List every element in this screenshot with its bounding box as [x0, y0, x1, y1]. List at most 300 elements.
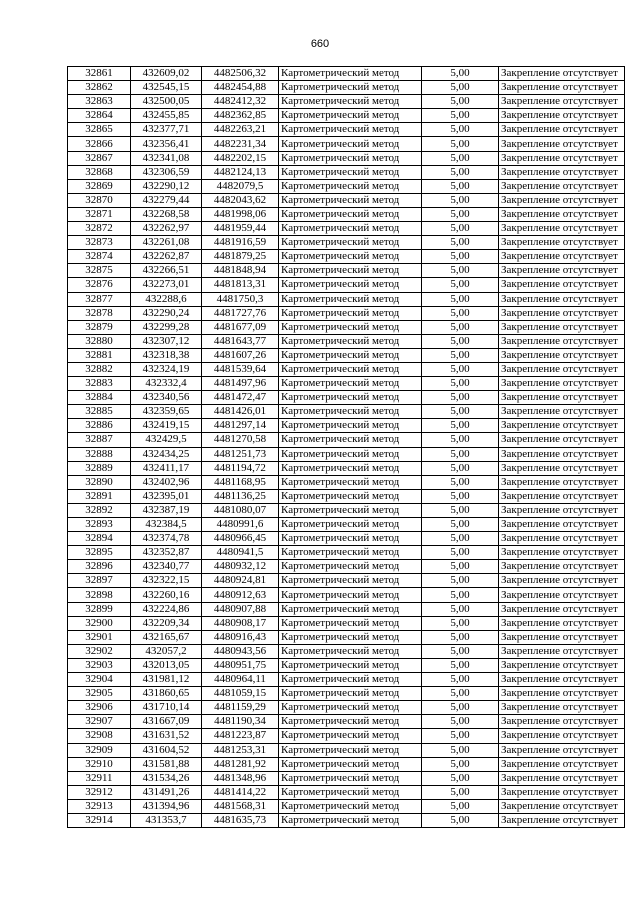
y-coordinate-cell: 4481879,25 — [202, 250, 279, 264]
fixing-description-cell: Закрепление отсутствует — [499, 602, 625, 616]
x-coordinate-cell: 432419,15 — [131, 419, 202, 433]
x-coordinate-cell: 431667,09 — [131, 715, 202, 729]
accuracy-cell: 5,00 — [422, 644, 499, 658]
y-coordinate-cell: 4480943,56 — [202, 644, 279, 658]
y-coordinate-cell: 4481270,58 — [202, 433, 279, 447]
fixing-description-cell: Закрепление отсутствует — [499, 67, 625, 81]
fixing-description-cell: Закрепление отсутствует — [499, 250, 625, 264]
x-coordinate-cell: 432609,02 — [131, 67, 202, 81]
y-coordinate-cell: 4481223,87 — [202, 729, 279, 743]
y-coordinate-cell: 4482454,88 — [202, 81, 279, 95]
x-coordinate-cell: 432273,01 — [131, 278, 202, 292]
method-cell: Картометрический метод — [279, 475, 422, 489]
y-coordinate-cell: 4481727,76 — [202, 306, 279, 320]
point-number-cell: 32870 — [68, 193, 131, 207]
method-cell: Картометрический метод — [279, 546, 422, 560]
table-row — [68, 729, 625, 743]
table-row — [68, 109, 625, 123]
table-row — [68, 475, 625, 489]
fixing-description-cell: Закрепление отсутствует — [499, 137, 625, 151]
method-cell: Картометрический метод — [279, 813, 422, 827]
x-coordinate-cell: 431710,14 — [131, 701, 202, 715]
method-cell: Картометрический метод — [279, 95, 422, 109]
accuracy-cell: 5,00 — [422, 334, 499, 348]
accuracy-cell: 5,00 — [422, 179, 499, 193]
fixing-description-cell: Закрепление отсутствует — [499, 334, 625, 348]
y-coordinate-cell: 4480991,6 — [202, 518, 279, 532]
method-cell: Картометрический метод — [279, 588, 422, 602]
method-cell: Картометрический метод — [279, 236, 422, 250]
point-number-cell: 32869 — [68, 179, 131, 193]
x-coordinate-cell: 432402,96 — [131, 475, 202, 489]
fixing-description-cell: Закрепление отсутствует — [499, 532, 625, 546]
method-cell: Картометрический метод — [279, 532, 422, 546]
fixing-description-cell: Закрепление отсутствует — [499, 405, 625, 419]
accuracy-cell: 5,00 — [422, 151, 499, 165]
method-cell: Картометрический метод — [279, 123, 422, 137]
accuracy-cell: 5,00 — [422, 405, 499, 419]
method-cell: Картометрический метод — [279, 743, 422, 757]
y-coordinate-cell: 4480924,81 — [202, 574, 279, 588]
table-row — [68, 250, 625, 264]
method-cell: Картометрический метод — [279, 616, 422, 630]
fixing-description-cell: Закрепление отсутствует — [499, 320, 625, 334]
point-number-cell: 32863 — [68, 95, 131, 109]
table-row — [68, 489, 625, 503]
point-number-cell: 32889 — [68, 461, 131, 475]
accuracy-cell: 5,00 — [422, 123, 499, 137]
fixing-description-cell: Закрепление отсутствует — [499, 644, 625, 658]
table-row — [68, 419, 625, 433]
table-row — [68, 602, 625, 616]
y-coordinate-cell: 4480964,11 — [202, 673, 279, 687]
table-row — [68, 362, 625, 376]
point-number-cell: 32883 — [68, 377, 131, 391]
x-coordinate-cell: 432387,19 — [131, 503, 202, 517]
accuracy-cell: 5,00 — [422, 137, 499, 151]
table-row — [68, 813, 625, 827]
x-coordinate-cell: 432306,59 — [131, 165, 202, 179]
method-cell: Картометрический метод — [279, 673, 422, 687]
method-cell: Картометрический метод — [279, 715, 422, 729]
point-number-cell: 32865 — [68, 123, 131, 137]
method-cell: Картометрический метод — [279, 518, 422, 532]
x-coordinate-cell: 431631,52 — [131, 729, 202, 743]
accuracy-cell: 5,00 — [422, 771, 499, 785]
point-number-cell: 32866 — [68, 137, 131, 151]
point-number-cell: 32902 — [68, 644, 131, 658]
fixing-description-cell: Закрепление отсутствует — [499, 419, 625, 433]
method-cell: Картометрический метод — [279, 433, 422, 447]
method-cell: Картометрический метод — [279, 701, 422, 715]
y-coordinate-cell: 4481194,72 — [202, 461, 279, 475]
y-coordinate-cell: 4481348,96 — [202, 771, 279, 785]
fixing-description-cell: Закрепление отсутствует — [499, 813, 625, 827]
accuracy-cell: 5,00 — [422, 236, 499, 250]
accuracy-cell: 5,00 — [422, 377, 499, 391]
fixing-description-cell: Закрепление отсутствует — [499, 616, 625, 630]
accuracy-cell: 5,00 — [422, 489, 499, 503]
table-row — [68, 236, 625, 250]
y-coordinate-cell: 4480932,12 — [202, 560, 279, 574]
point-number-cell: 32878 — [68, 306, 131, 320]
point-number-cell: 32888 — [68, 447, 131, 461]
accuracy-cell: 5,00 — [422, 687, 499, 701]
fixing-description-cell: Закрепление отсутствует — [499, 222, 625, 236]
fixing-description-cell: Закрепление отсутствует — [499, 715, 625, 729]
y-coordinate-cell: 4482202,15 — [202, 151, 279, 165]
method-cell: Картометрический метод — [279, 729, 422, 743]
fixing-description-cell: Закрепление отсутствует — [499, 95, 625, 109]
accuracy-cell: 5,00 — [422, 95, 499, 109]
x-coordinate-cell: 432307,12 — [131, 334, 202, 348]
method-cell: Картометрический метод — [279, 771, 422, 785]
y-coordinate-cell: 4480966,45 — [202, 532, 279, 546]
method-cell: Картометрический метод — [279, 630, 422, 644]
x-coordinate-cell: 432290,24 — [131, 306, 202, 320]
method-cell: Картометрический метод — [279, 334, 422, 348]
method-cell: Картометрический метод — [279, 222, 422, 236]
point-number-cell: 32907 — [68, 715, 131, 729]
y-coordinate-cell: 4482231,34 — [202, 137, 279, 151]
fixing-description-cell: Закрепление отсутствует — [499, 391, 625, 405]
table-row — [68, 532, 625, 546]
method-cell: Картометрический метод — [279, 151, 422, 165]
y-coordinate-cell: 4481253,31 — [202, 743, 279, 757]
fixing-description-cell: Закрепление отсутствует — [499, 278, 625, 292]
accuracy-cell: 5,00 — [422, 461, 499, 475]
fixing-description-cell: Закрепление отсутствует — [499, 518, 625, 532]
table-row — [68, 433, 625, 447]
method-cell: Картометрический метод — [279, 419, 422, 433]
fixing-description-cell: Закрепление отсутствует — [499, 630, 625, 644]
fixing-description-cell: Закрепление отсутствует — [499, 362, 625, 376]
point-number-cell: 32903 — [68, 658, 131, 672]
table-row — [68, 165, 625, 179]
table-body — [68, 67, 625, 828]
accuracy-cell: 5,00 — [422, 757, 499, 771]
accuracy-cell: 5,00 — [422, 588, 499, 602]
x-coordinate-cell: 432340,77 — [131, 560, 202, 574]
x-coordinate-cell: 432384,5 — [131, 518, 202, 532]
accuracy-cell: 5,00 — [422, 813, 499, 827]
table-row — [68, 588, 625, 602]
table-row — [68, 799, 625, 813]
x-coordinate-cell: 432377,71 — [131, 123, 202, 137]
point-number-cell: 32897 — [68, 574, 131, 588]
method-cell: Картометрический метод — [279, 503, 422, 517]
fixing-description-cell: Закрепление отсутствует — [499, 306, 625, 320]
fixing-description-cell: Закрепление отсутствует — [499, 292, 625, 306]
x-coordinate-cell: 432288,6 — [131, 292, 202, 306]
table-row — [68, 785, 625, 799]
accuracy-cell: 5,00 — [422, 729, 499, 743]
y-coordinate-cell: 4482263,21 — [202, 123, 279, 137]
y-coordinate-cell: 4481497,96 — [202, 377, 279, 391]
fixing-description-cell: Закрепление отсутствует — [499, 701, 625, 715]
table-row — [68, 644, 625, 658]
fixing-description-cell: Закрепление отсутствует — [499, 207, 625, 221]
method-cell: Картометрический метод — [279, 489, 422, 503]
x-coordinate-cell: 432290,12 — [131, 179, 202, 193]
table-row — [68, 715, 625, 729]
table-row — [68, 574, 625, 588]
accuracy-cell: 5,00 — [422, 109, 499, 123]
accuracy-cell: 5,00 — [422, 447, 499, 461]
accuracy-cell: 5,00 — [422, 165, 499, 179]
method-cell: Картометрический метод — [279, 362, 422, 376]
x-coordinate-cell: 432260,16 — [131, 588, 202, 602]
point-number-cell: 32874 — [68, 250, 131, 264]
y-coordinate-cell: 4481297,14 — [202, 419, 279, 433]
y-coordinate-cell: 4481080,07 — [202, 503, 279, 517]
accuracy-cell: 5,00 — [422, 743, 499, 757]
fixing-description-cell: Закрепление отсутствует — [499, 236, 625, 250]
accuracy-cell: 5,00 — [422, 532, 499, 546]
x-coordinate-cell: 432262,87 — [131, 250, 202, 264]
point-number-cell: 32895 — [68, 546, 131, 560]
x-coordinate-cell: 432209,34 — [131, 616, 202, 630]
y-coordinate-cell: 4481251,73 — [202, 447, 279, 461]
accuracy-cell: 5,00 — [422, 574, 499, 588]
x-coordinate-cell: 432318,38 — [131, 348, 202, 362]
x-coordinate-cell: 432434,25 — [131, 447, 202, 461]
point-number-cell: 32911 — [68, 771, 131, 785]
table-row — [68, 743, 625, 757]
accuracy-cell: 5,00 — [422, 433, 499, 447]
x-coordinate-cell: 432429,5 — [131, 433, 202, 447]
table-row — [68, 320, 625, 334]
accuracy-cell: 5,00 — [422, 362, 499, 376]
fixing-description-cell: Закрепление отсутствует — [499, 687, 625, 701]
point-number-cell: 32872 — [68, 222, 131, 236]
point-number-cell: 32862 — [68, 81, 131, 95]
fixing-description-cell: Закрепление отсутствует — [499, 475, 625, 489]
y-coordinate-cell: 4481998,06 — [202, 207, 279, 221]
point-number-cell: 32913 — [68, 799, 131, 813]
table-row — [68, 687, 625, 701]
y-coordinate-cell: 4481635,73 — [202, 813, 279, 827]
table-row — [68, 447, 625, 461]
y-coordinate-cell: 4482043,62 — [202, 193, 279, 207]
method-cell: Картометрический метод — [279, 193, 422, 207]
method-cell: Картометрический метод — [279, 264, 422, 278]
point-number-cell: 32900 — [68, 616, 131, 630]
fixing-description-cell: Закрепление отсутствует — [499, 81, 625, 95]
method-cell: Картометрический метод — [279, 785, 422, 799]
y-coordinate-cell: 4481414,22 — [202, 785, 279, 799]
accuracy-cell: 5,00 — [422, 207, 499, 221]
point-number-cell: 32890 — [68, 475, 131, 489]
point-number-cell: 32884 — [68, 391, 131, 405]
method-cell: Картометрический метод — [279, 377, 422, 391]
fixing-description-cell: Закрепление отсутствует — [499, 123, 625, 137]
coordinates-table — [67, 66, 625, 828]
fixing-description-cell: Закрепление отсутствует — [499, 503, 625, 517]
point-number-cell: 32887 — [68, 433, 131, 447]
point-number-cell: 32880 — [68, 334, 131, 348]
point-number-cell: 32875 — [68, 264, 131, 278]
table-row — [68, 701, 625, 715]
fixing-description-cell: Закрепление отсутствует — [499, 771, 625, 785]
table-row — [68, 391, 625, 405]
table-row — [68, 673, 625, 687]
table-row — [68, 207, 625, 221]
x-coordinate-cell: 432299,28 — [131, 320, 202, 334]
fixing-description-cell: Закрепление отсутствует — [499, 560, 625, 574]
x-coordinate-cell: 432411,17 — [131, 461, 202, 475]
x-coordinate-cell: 432359,65 — [131, 405, 202, 419]
y-coordinate-cell: 4480907,88 — [202, 602, 279, 616]
y-coordinate-cell: 4481159,29 — [202, 701, 279, 715]
point-number-cell: 32910 — [68, 757, 131, 771]
accuracy-cell: 5,00 — [422, 518, 499, 532]
x-coordinate-cell: 432165,67 — [131, 630, 202, 644]
y-coordinate-cell: 4481426,01 — [202, 405, 279, 419]
table-row — [68, 179, 625, 193]
point-number-cell: 32886 — [68, 419, 131, 433]
point-number-cell: 32906 — [68, 701, 131, 715]
y-coordinate-cell: 4480912,63 — [202, 588, 279, 602]
table-row — [68, 137, 625, 151]
x-coordinate-cell: 432013,05 — [131, 658, 202, 672]
y-coordinate-cell: 4480941,5 — [202, 546, 279, 560]
table-row — [68, 95, 625, 109]
method-cell: Картометрический метод — [279, 461, 422, 475]
fixing-description-cell: Закрепление отсутствует — [499, 165, 625, 179]
point-number-cell: 32896 — [68, 560, 131, 574]
table-row — [68, 123, 625, 137]
accuracy-cell: 5,00 — [422, 701, 499, 715]
y-coordinate-cell: 4480908,17 — [202, 616, 279, 630]
point-number-cell: 32912 — [68, 785, 131, 799]
method-cell: Картометрический метод — [279, 179, 422, 193]
y-coordinate-cell: 4480916,43 — [202, 630, 279, 644]
fixing-description-cell: Закрепление отсутствует — [499, 743, 625, 757]
accuracy-cell: 5,00 — [422, 560, 499, 574]
fixing-description-cell: Закрепление отсутствует — [499, 673, 625, 687]
x-coordinate-cell: 432279,44 — [131, 193, 202, 207]
point-number-cell: 32909 — [68, 743, 131, 757]
point-number-cell: 32892 — [68, 503, 131, 517]
accuracy-cell: 5,00 — [422, 616, 499, 630]
fixing-description-cell: Закрепление отсутствует — [499, 489, 625, 503]
method-cell: Картометрический метод — [279, 602, 422, 616]
method-cell: Картометрический метод — [279, 405, 422, 419]
y-coordinate-cell: 4481750,3 — [202, 292, 279, 306]
accuracy-cell: 5,00 — [422, 320, 499, 334]
method-cell: Картометрический метод — [279, 165, 422, 179]
y-coordinate-cell: 4481059,15 — [202, 687, 279, 701]
table-row — [68, 193, 625, 207]
x-coordinate-cell: 431353,7 — [131, 813, 202, 827]
accuracy-cell: 5,00 — [422, 81, 499, 95]
point-number-cell: 32876 — [68, 278, 131, 292]
y-coordinate-cell: 4481281,92 — [202, 757, 279, 771]
y-coordinate-cell: 4481607,26 — [202, 348, 279, 362]
x-coordinate-cell: 431534,26 — [131, 771, 202, 785]
x-coordinate-cell: 432500,05 — [131, 95, 202, 109]
accuracy-cell: 5,00 — [422, 658, 499, 672]
x-coordinate-cell: 432057,2 — [131, 644, 202, 658]
accuracy-cell: 5,00 — [422, 475, 499, 489]
accuracy-cell: 5,00 — [422, 292, 499, 306]
x-coordinate-cell: 432324,19 — [131, 362, 202, 376]
fixing-description-cell: Закрепление отсутствует — [499, 546, 625, 560]
fixing-description-cell: Закрепление отсутствует — [499, 588, 625, 602]
point-number-cell: 32893 — [68, 518, 131, 532]
method-cell: Картометрический метод — [279, 306, 422, 320]
point-number-cell: 32882 — [68, 362, 131, 376]
table-row — [68, 278, 625, 292]
table-row — [68, 81, 625, 95]
fixing-description-cell: Закрепление отсутствует — [499, 757, 625, 771]
table-row — [68, 518, 625, 532]
method-cell: Картометрический метод — [279, 447, 422, 461]
table-row — [68, 503, 625, 517]
method-cell: Картометрический метод — [279, 799, 422, 813]
point-number-cell: 32908 — [68, 729, 131, 743]
method-cell: Картометрический метод — [279, 687, 422, 701]
method-cell: Картометрический метод — [279, 292, 422, 306]
table-row — [68, 546, 625, 560]
point-number-cell: 32868 — [68, 165, 131, 179]
table-row — [68, 560, 625, 574]
fixing-description-cell: Закрепление отсутствует — [499, 193, 625, 207]
accuracy-cell: 5,00 — [422, 306, 499, 320]
x-coordinate-cell: 432340,56 — [131, 391, 202, 405]
method-cell: Картометрический метод — [279, 67, 422, 81]
y-coordinate-cell: 4481568,31 — [202, 799, 279, 813]
accuracy-cell: 5,00 — [422, 67, 499, 81]
point-number-cell: 32899 — [68, 602, 131, 616]
point-number-cell: 32904 — [68, 673, 131, 687]
method-cell: Картометрический метод — [279, 560, 422, 574]
accuracy-cell: 5,00 — [422, 264, 499, 278]
accuracy-cell: 5,00 — [422, 503, 499, 517]
point-number-cell: 32914 — [68, 813, 131, 827]
point-number-cell: 32894 — [68, 532, 131, 546]
y-coordinate-cell: 4482124,13 — [202, 165, 279, 179]
x-coordinate-cell: 432341,08 — [131, 151, 202, 165]
table-row — [68, 292, 625, 306]
accuracy-cell: 5,00 — [422, 391, 499, 405]
y-coordinate-cell: 4481916,59 — [202, 236, 279, 250]
fixing-description-cell: Закрепление отсутствует — [499, 433, 625, 447]
y-coordinate-cell: 4482506,32 — [202, 67, 279, 81]
y-coordinate-cell: 4481539,64 — [202, 362, 279, 376]
y-coordinate-cell: 4481168,95 — [202, 475, 279, 489]
y-coordinate-cell: 4481136,25 — [202, 489, 279, 503]
x-coordinate-cell: 431581,88 — [131, 757, 202, 771]
x-coordinate-cell: 432266,51 — [131, 264, 202, 278]
method-cell: Картометрический метод — [279, 207, 422, 221]
x-coordinate-cell: 432332,4 — [131, 377, 202, 391]
table-row — [68, 151, 625, 165]
accuracy-cell: 5,00 — [422, 799, 499, 813]
method-cell: Картометрический метод — [279, 81, 422, 95]
x-coordinate-cell: 432374,78 — [131, 532, 202, 546]
accuracy-cell: 5,00 — [422, 193, 499, 207]
x-coordinate-cell: 431491,26 — [131, 785, 202, 799]
fixing-description-cell: Закрепление отсутствует — [499, 151, 625, 165]
accuracy-cell: 5,00 — [422, 250, 499, 264]
x-coordinate-cell: 432261,08 — [131, 236, 202, 250]
point-number-cell: 32867 — [68, 151, 131, 165]
y-coordinate-cell: 4481472,47 — [202, 391, 279, 405]
x-coordinate-cell: 431981,12 — [131, 673, 202, 687]
method-cell: Картометрический метод — [279, 658, 422, 672]
